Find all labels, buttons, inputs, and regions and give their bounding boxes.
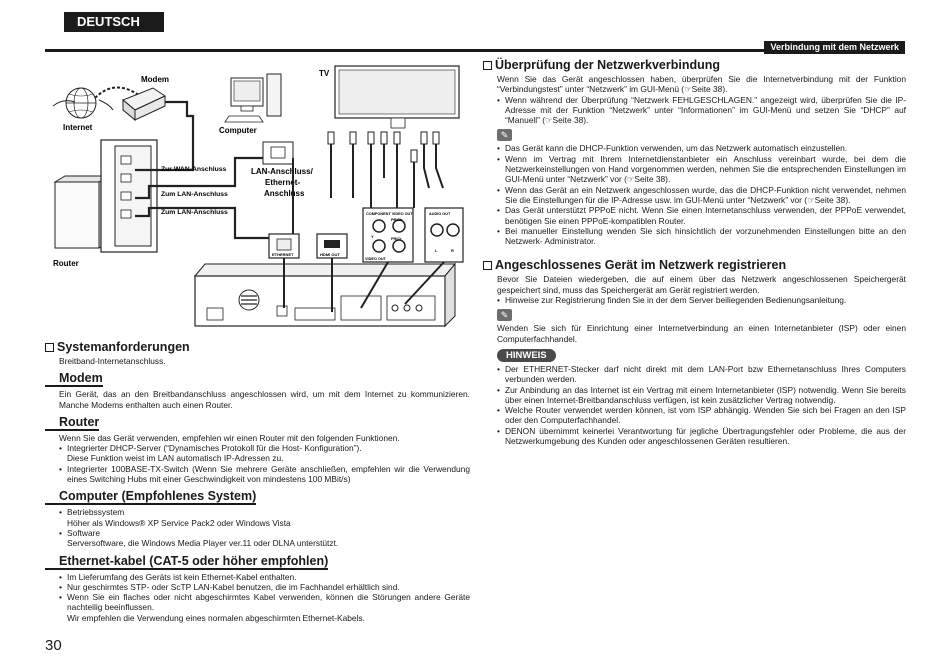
video-jack-label: VIDEO OUT	[365, 257, 386, 261]
computer-heading: Computer (Empfohlenes System)	[45, 489, 256, 505]
router-text: Wenn Sie das Gerät verwenden, empfehlen wir einen Router mit den folgenden Funktionen.	[59, 432, 400, 443]
component-jack-label: COMPONENT VIDEO OUT	[366, 212, 413, 216]
pr-label: PR/Cr	[391, 237, 402, 241]
list-item: • Bei manueller Einstellung wenden Sie sich hinsichtlich der vorzunehmenden Einstellungen bitte an den Netzwerk- Administrator.	[497, 226, 906, 247]
note-pencil-icon: ✎	[497, 129, 512, 141]
list-item: • Hinweise zur Registrierung finden Sie in der dem Server beiliegenden Bedienungsanleitung.	[497, 295, 906, 305]
system-requirements-text: Breitband-Internetanschluss.	[59, 356, 166, 366]
modem-icon	[123, 88, 165, 120]
note-list	[483, 143, 906, 246]
cable-heading: Ethernet-kabel (CAT-5 oder höher empfohlen)	[45, 554, 328, 570]
audio-jack-label: AUDIO OUT	[429, 212, 451, 216]
modem-label: Modem	[141, 75, 169, 84]
pb-label: PB/Cb	[391, 218, 403, 222]
y-label: Y	[371, 234, 374, 239]
internet-label: Internet	[63, 123, 93, 132]
wan-port-label: Zur WAN-Anschluss	[161, 166, 227, 173]
list-item: • Wenn während der Überprüfung “Netzwerk FEHLGESCHLAGEN.” angezeigt wird, überprüfen Sie die IP-Adresse mit der Funktion “Netzwerk” unter “Informationen” im GUI-Menü und setzen Sie “DHCP” auf “Manuell” (☞Seite 38).	[497, 95, 906, 126]
hinweis-list	[483, 364, 906, 446]
section-tag: Verbindung mit dem Netzwerk	[764, 41, 905, 54]
computer-list	[45, 507, 470, 548]
register-device-list	[483, 295, 906, 305]
modem-heading: Modem	[45, 371, 103, 387]
list-item: • Wenn das Gerät an ein Netzwerk angeschlossen wurde, das die DHCP-Funktion nicht verwendet, nehmen Sie die Einstellungen für die IP-Adresse usw. im GUI-Menü unter “Netzwerk” vor (☞Seite 38).	[497, 185, 906, 206]
system-requirements-heading: Systemanforderungen	[45, 340, 470, 355]
list-item: • Nur geschirmtes STP- oder ScTP LAN-Kabel benutzen, die im Fachhandel erhältlich sind.	[59, 582, 470, 592]
register-device-heading: Angeschlossenes Gerät im Netzwerk registrieren	[483, 258, 906, 273]
checkbox-icon	[483, 261, 492, 270]
connection-diagram	[45, 58, 473, 336]
list-item: • Betriebssystem Höher als Windows® XP Service Pack2 oder Windows Vista	[59, 507, 470, 528]
router-list	[45, 443, 470, 484]
list-item: • Integrierter DHCP-Server (“Dynamisches Protokoll für die Host- Konfiguration”). Diese Funktion weist im LAN automatisch IP-Adressen zu.	[59, 443, 470, 464]
ethernet-jack-label: ETHERNET	[272, 252, 294, 257]
page-number: 30	[45, 637, 62, 654]
language-tab: DEUTSCH	[64, 12, 164, 32]
list-item: • Welche Router verwendet werden können, ist vom ISP abhängig. Wenden Sie sich bei Fragen an den ISP oder den Computerfachhandel.	[497, 405, 906, 426]
audio-l-label: L	[435, 248, 438, 253]
audio-r-label: R	[451, 248, 454, 253]
checkbox-icon	[483, 61, 492, 70]
hinweis-badge: HINWEIS	[497, 349, 556, 362]
computer-label: Computer	[219, 126, 257, 135]
list-item: • Der ETHERNET-Stecker darf nicht direkt mit dem LAN-Port bzw Ethernetanschluss Ihres Computers verbunden werden.	[497, 364, 906, 385]
globe-icon	[53, 88, 113, 118]
modem-text: Ein Gerät, das an den Breitbandanschluss angeschlossen wird, um mit dem Internet zu kommunizieren. Manche Modems enthalten auch einen Router.	[59, 389, 470, 410]
checkbox-icon	[45, 343, 54, 352]
list-item: • Wenn im Vertrag mit Ihrem Internetdienstanbieter ein Anschluss vereinbart wurde, bei dem die Netzwerkeinstellungen von Hand vorgenommen werden, nehmen Sie die entsprechenden Einstellungen im GUI-Menü unter “Netzwerk” vor (☞Seite 38).	[497, 154, 906, 185]
list-item: • Zur Anbindung an das Internet ist ein Vertrag mit einem Internetanbieter (ISP) notwendig. Wenn Sie bereits über einen Internet-Breitbandanschluss verfügen, ist kein zusätzlicher Vertrag notwendig.	[497, 385, 906, 406]
tv-label: TV	[319, 69, 330, 78]
list-item: • Software Serversoftware, die Windows Media Player ver.11 oder DLNA unterstützt.	[59, 528, 470, 549]
tv-icon	[335, 66, 459, 128]
lan-label-1: LAN-Anschluss/	[251, 167, 313, 176]
computer-icon	[225, 74, 281, 122]
list-item: • Integrierter 100BASE-TX-Switch (Wenn Sie mehrere Geräte anschließen, empfehlen wir die Verwendung eines Switching Hubs mit einer Geschwindigkeit von mindestens 100 MBit/s)	[59, 464, 470, 485]
hdmi-jack-label: HDMI OUT	[320, 252, 340, 257]
note-pencil-icon: ✎	[497, 309, 512, 321]
right-column	[483, 58, 906, 446]
lan-port-label-2: Zum LAN-Anschluss	[161, 209, 228, 216]
list-item: • Wenn Sie ein flaches oder nicht abgeschirmtes Kabel verwenden, können die Störungen andere Geräte nachteilig beeinflussen. Wir empfehlen die Verwendung eines normalen abgeschirmten Ethernet-Kabels.	[59, 592, 470, 623]
lan-label-3: Anschluss	[264, 189, 305, 198]
player-rear-panel	[195, 264, 455, 326]
register-device-text: Bevor Sie Dateien wiedergeben, die auf einem über das Netzwerk angeschlossenen Speichergerät gespeichert sind, muss das Speichergerät am Gerät registriert werden.	[497, 274, 906, 295]
network-check-text: Wenn Sie das Gerät angeschlossen haben, überprüfen Sie die Internetverbindung mit der Funktion “Verbindungstest” unter “Netzwerk” im GUI-Menü (☞Seite 38).	[497, 74, 906, 95]
list-item: • Das Gerät unterstützt PPPoE nicht. Wenn Sie einen Internetanschluss verwenden, der PPPoE verwendet, benötigen Sie einen PPPoE-kompatiblen Router.	[497, 205, 906, 226]
list-item: • Im Lieferumfang des Geräts ist kein Ethernet-Kabel enthalten.	[59, 572, 470, 582]
lan-label-2: Ethernet-	[265, 178, 301, 187]
cable-list	[45, 572, 470, 623]
router-heading: Router	[45, 415, 99, 431]
left-column	[45, 340, 470, 623]
lan-port-label-1: Zum LAN-Anschluss	[161, 191, 228, 198]
isp-note-text: Wenden Sie sich für Einrichtung einer Internetverbindung an einen Internetanbieter (ISP) oder einen Computerfachhandel.	[497, 323, 906, 344]
router-label: Router	[53, 259, 79, 268]
list-item: • Das Gerät kann die DHCP-Funktion verwenden, um das Netzwerk automatisch einzustellen.	[497, 143, 906, 153]
network-check-heading: Überprüfung der Netzwerkverbindung	[483, 58, 906, 73]
list-item: • DENON übernimmt keinerlei Verantwortung für jegliche Übertragungsfehler oder Probleme, die aus der Netzwerkumgebung des Kunden oder angeschlossenen Geräten resultieren.	[497, 426, 906, 447]
network-check-list	[483, 95, 906, 126]
